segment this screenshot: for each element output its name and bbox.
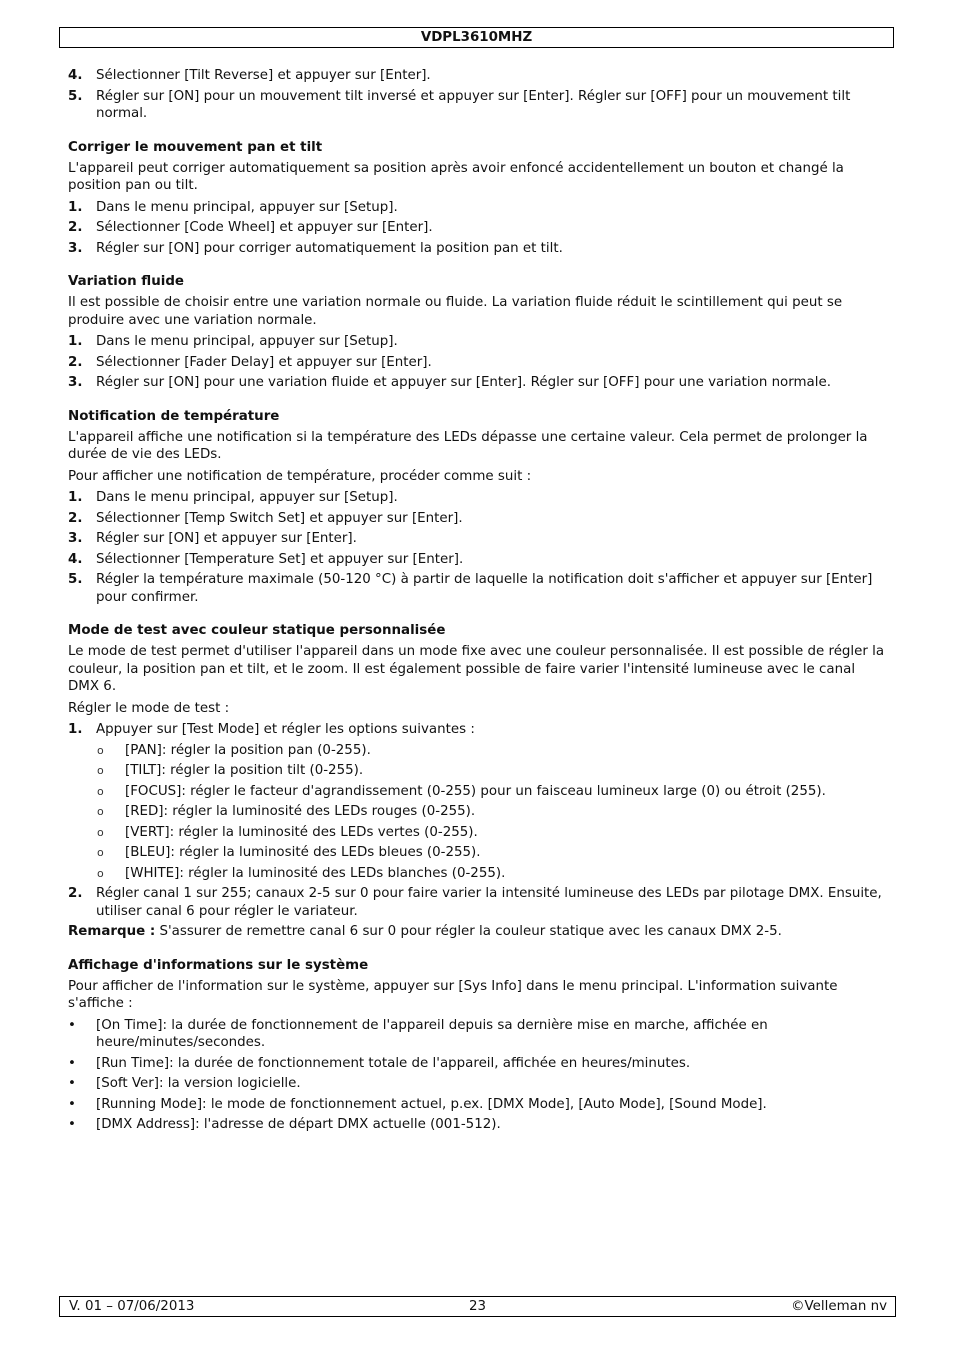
section-heading: Affichage d'informations sur le système [68, 957, 369, 973]
bullet-item: • [Soft Ver]: la version logicielle. [68, 1076, 301, 1091]
bullet-item: • [On Time]: la durée de fonctionnement de l'appareil depuis sa dernière mise en marche, affichée en heure/minutes/secondes. [68, 1017, 768, 1050]
list-item: 4. Sélectionner [Temperature Set] et appuyer sur [Enter]. [68, 551, 464, 567]
circle-bullet-icon: o [97, 784, 104, 798]
circle-bullet-icon: o [97, 805, 104, 818]
list-item: 3. Régler sur [ON] pour corriger automatiquement la position pan et tilt. [68, 240, 563, 256]
section-heading: Mode de test avec couleur statique personnalisée [68, 623, 446, 638]
list-item: 2. Sélectionner [Code Wheel] et appuyer sur [Enter]. [68, 220, 433, 235]
list-item: 3. Régler sur [ON] pour une variation fluide et appuyer sur [Enter]. Régler sur [OFF] pour une variation normale. [68, 375, 831, 390]
list-item: 1. Appuyer sur [Test Mode] et régler les options suivantes : [68, 722, 475, 737]
bullet-icon: • [68, 1096, 76, 1112]
paragraph: Pour afficher de l'information sur le système, appuyer sur [Sys Info] dans le menu principal. L'information suivante s'affiche : [68, 978, 838, 1011]
sub-list-item: o [PAN]: régler la position pan (0-255). [97, 742, 371, 758]
page-number: 23 [468, 1299, 487, 1314]
paragraph: Régler le mode de test : [68, 700, 230, 716]
bullet-icon: • [68, 1017, 76, 1033]
list-item: 3. Régler sur [ON] et appuyer sur [Enter]. [68, 531, 357, 546]
sub-list-item: o [FOCUS]: régler le facteur d'agrandissement (0-255) pour un faisceau lumineux large (0) ou étroit (255). [97, 783, 826, 799]
copyright: ©Velleman nv [791, 1299, 887, 1314]
page-footer [59, 1296, 896, 1317]
sub-list-item: o [WHITE]: régler la luminosité des LEDs blanches (0-255). [97, 865, 506, 881]
sub-list-item: o [RED]: régler la luminosité des LEDs rouges (0-255). [97, 804, 476, 819]
sub-list-item: o [TILT]: régler la position tilt (0-255). [97, 763, 364, 778]
bullet-item: • [Run Time]: la durée de fonctionnement totale de l'appareil, affichée en heures/minutes. [68, 1055, 691, 1071]
list-item: 2. Sélectionner [Fader Delay] et appuyer sur [Enter]. [68, 354, 432, 370]
sub-list-item: o [BLEU]: régler la luminosité des LEDs bleues (0-255). [97, 845, 481, 860]
bullet-icon: • [68, 1055, 76, 1071]
circle-bullet-icon: o [97, 743, 104, 757]
paragraph: Le mode de test permet d'utiliser l'appareil dans un mode fixe avec une couleur personnalisée. Il est possible de régler la couleur, la position pan et tilt, et le zoom. Il est également possible de faire varier l'intensité lumineuse avec le canal DMX 6. [68, 644, 885, 694]
paragraph: L'appareil affiche une notification si la température des LEDs dépasse une certaine valeur. Cela permet de prolonger la durée de vie des LEDs. [68, 429, 868, 462]
model-title: VDPL3610MHZ [420, 30, 533, 45]
list-item: 1. Dans le menu principal, appuyer sur [Setup]. [68, 490, 398, 505]
list-item: 2. Sélectionner [Temp Switch Set] et appuyer sur [Enter]. [68, 510, 463, 526]
note-text: S'assurer de remettre canal 6 sur 0 pour régler la couleur statique avec les canaux DMX 2-5. [155, 924, 782, 939]
bullet-item: • [Running Mode]: le mode de fonctionnement actuel, p.ex. [DMX Mode], [Auto Mode], [Sound Mode]. [68, 1096, 767, 1112]
list-item: 5. Régler la température maximale (50-120 °C) à partir de laquelle la notification doit s'afficher et appuyer sur [Enter] pour confirmer. [68, 572, 873, 605]
note [68, 923, 888, 941]
paragraph: Pour afficher une notification de température, procéder comme suit : [68, 468, 532, 484]
bullet-icon: • [68, 1076, 76, 1091]
note-label: Remarque : [68, 924, 156, 939]
circle-bullet-icon: o [97, 846, 104, 859]
page-header [59, 27, 894, 48]
circle-bullet-icon: o [97, 825, 104, 839]
sub-list-item: o [VERT]: régler la luminosité des LEDs vertes (0-255). [97, 824, 478, 840]
list-item: 4. Sélectionner [Tilt Reverse] et appuyer sur [Enter]. [68, 68, 431, 83]
bullet-icon: • [68, 1117, 76, 1132]
section-heading: Notification de température [68, 408, 280, 424]
version-date: V. 01 – 07/06/2013 [69, 1299, 195, 1314]
list-item: 1. Dans le menu principal, appuyer sur [Setup]. [68, 199, 398, 215]
list-item: 5. Régler sur [ON] pour un mouvement tilt inversé et appuyer sur [Enter]. Régler sur [OFF] pour un mouvement tilt normal. [68, 88, 851, 121]
paragraph: L'appareil peut corriger automatiquement sa position après avoir enfoncé accidentellement un bouton et changé la position pan ou tilt. [68, 160, 844, 193]
paragraph: Il est possible de choisir entre une variation normale ou fluide. La variation fluide réduit le scintillement qui peut se produire avec une variation normale. [68, 295, 843, 328]
circle-bullet-icon: o [97, 866, 104, 880]
list-item: 1. Dans le menu principal, appuyer sur [Setup]. [68, 334, 398, 349]
section-heading: Corriger le mouvement pan et tilt [68, 139, 323, 155]
bullet-item: • [DMX Address]: l'adresse de départ DMX actuelle (001-512). [68, 1117, 501, 1132]
document-body [68, 67, 888, 1137]
list-item: 2. Régler canal 1 sur 255; canaux 2-5 sur 0 pour faire varier la intensité lumineuse des LEDs par pilotage DMX. Ensuite, utiliser canal 6 pour régler le variateur. [68, 886, 882, 919]
section-heading: Variation fluide [68, 274, 184, 289]
circle-bullet-icon: o [97, 764, 104, 777]
